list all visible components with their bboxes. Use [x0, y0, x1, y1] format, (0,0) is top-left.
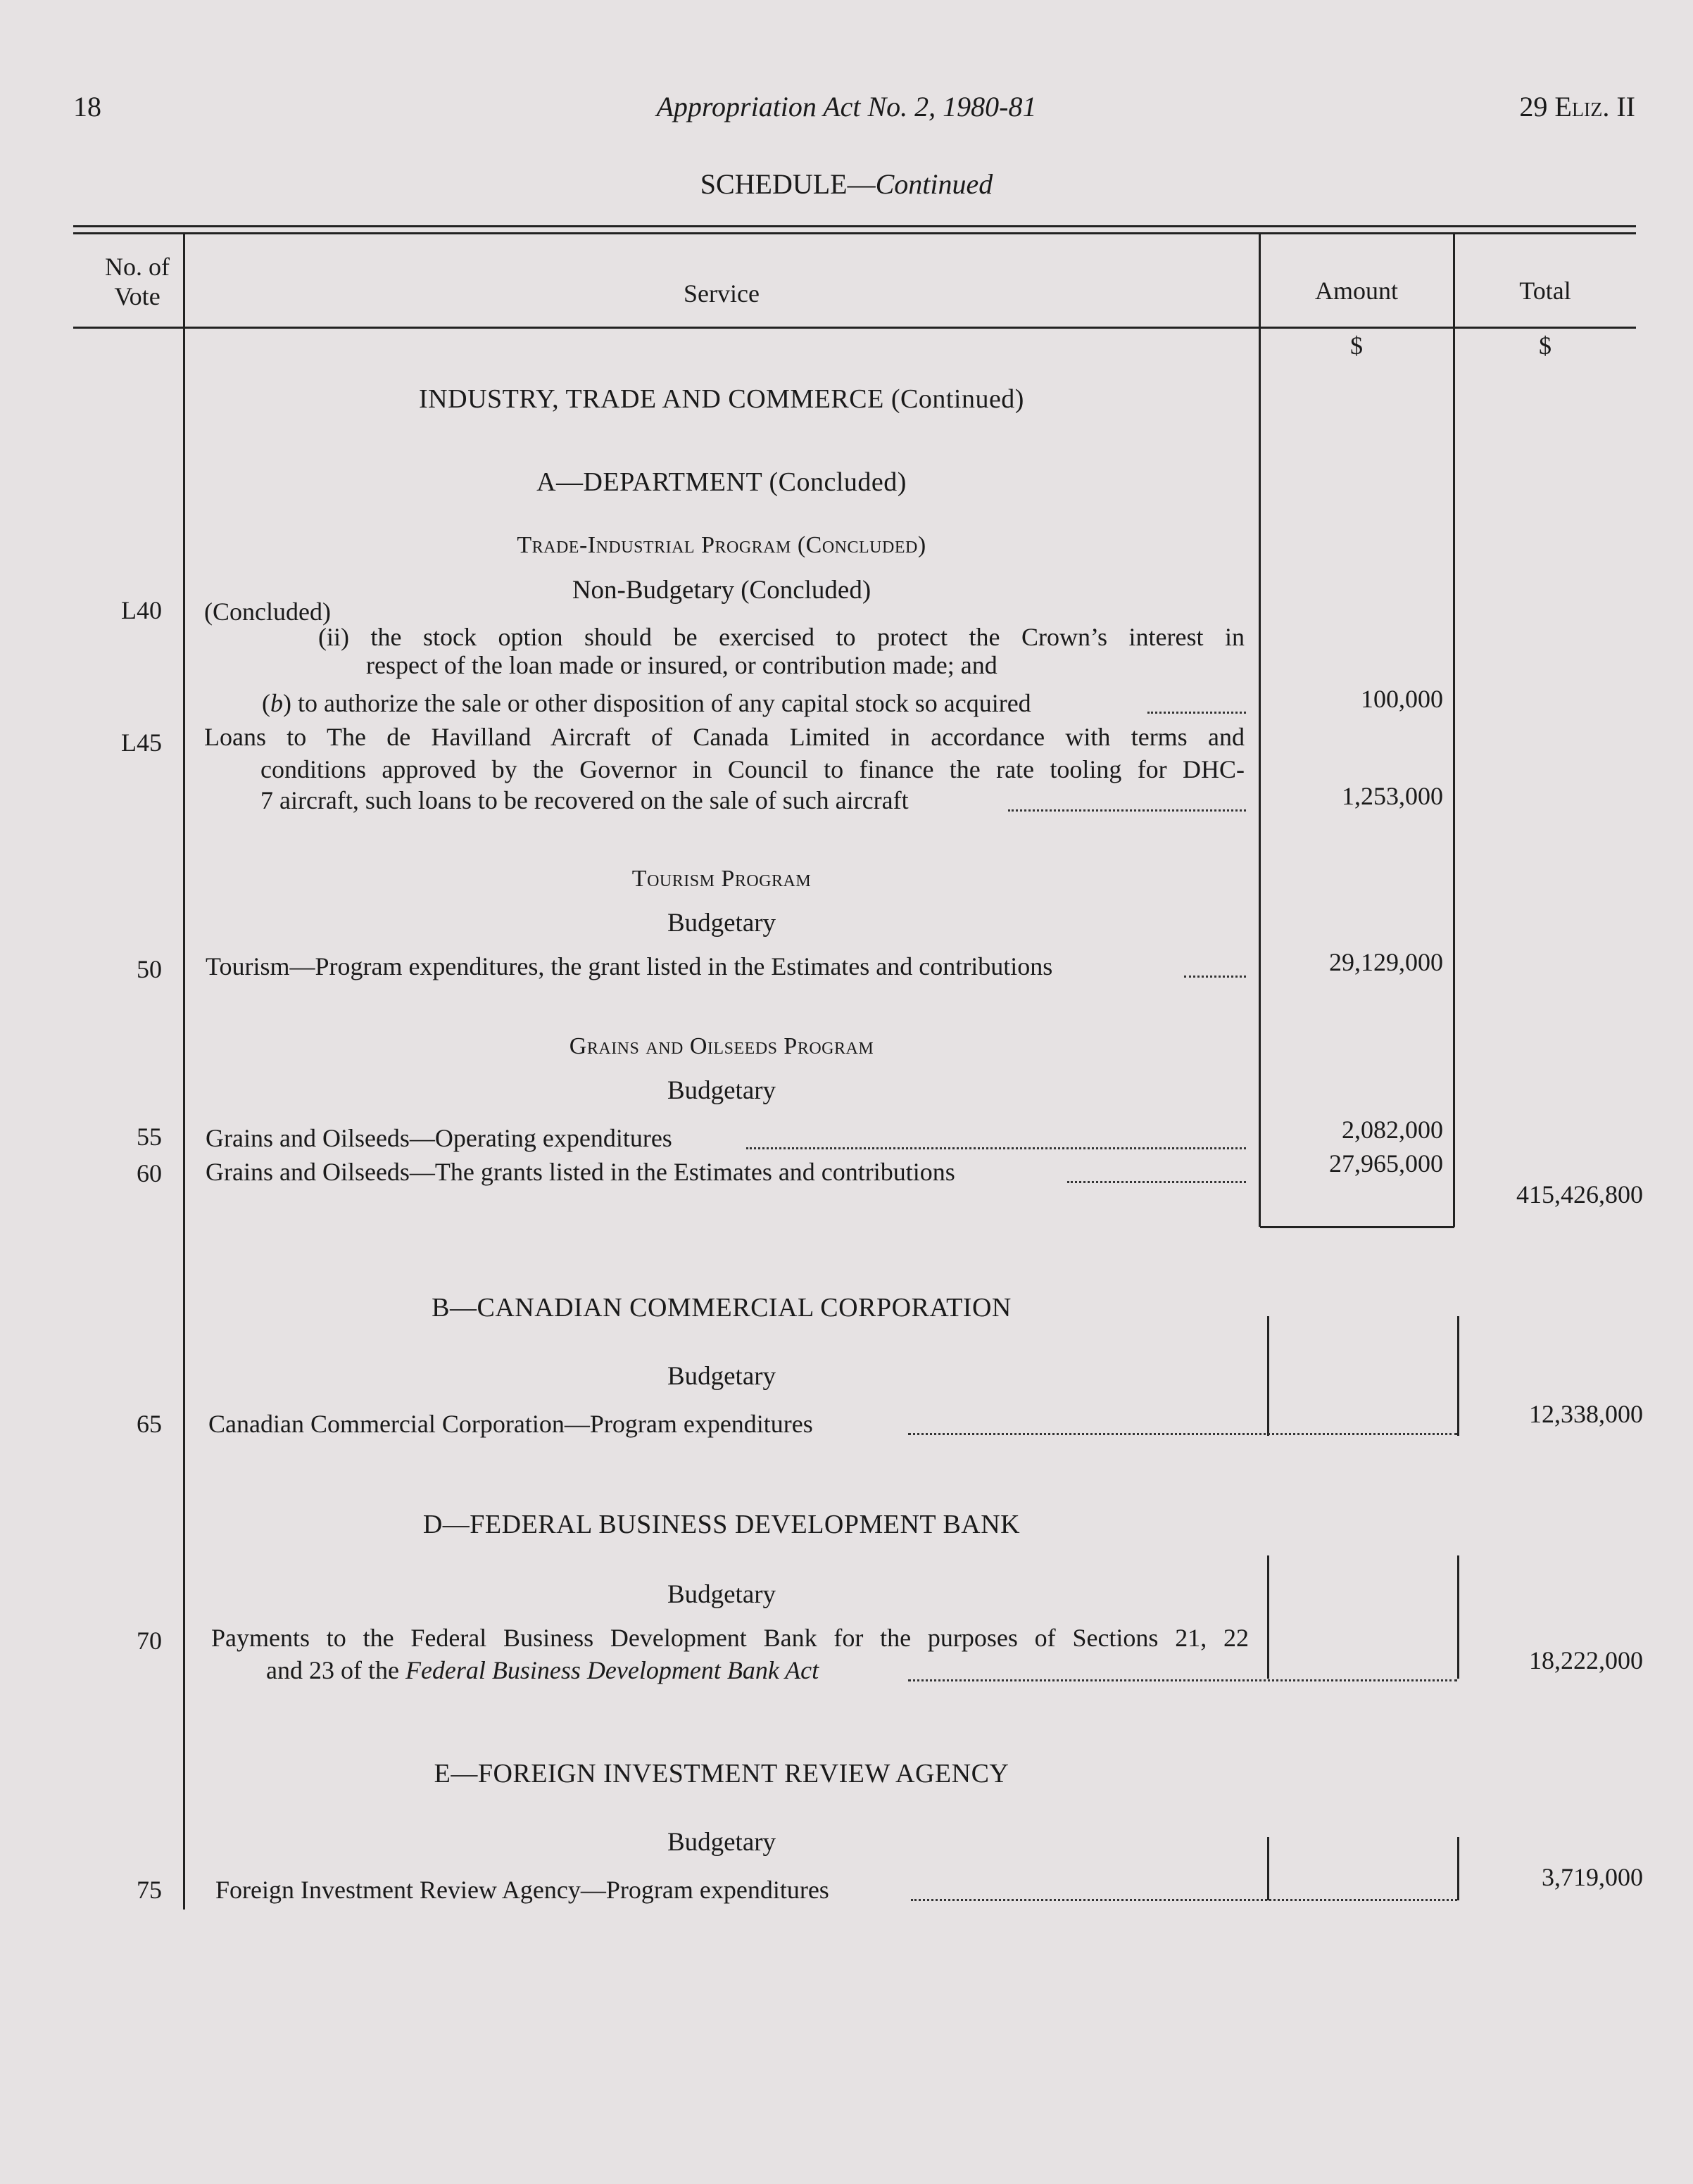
vote-number: 55: [137, 1123, 162, 1151]
item-total: 18,222,000: [1529, 1646, 1643, 1674]
item-text: Canadian Commercial Corporation—Program expenditures: [208, 1410, 813, 1438]
program-heading-grains: Grains and Oilseeds Program: [569, 1033, 874, 1059]
subheading-non-budgetary: Non-Budgetary (Concluded): [572, 576, 871, 605]
item-text: (Concluded): [204, 598, 331, 626]
item-text: 7 aircraft, such loans to be recovered on the sale of such aircraft: [260, 786, 909, 814]
section-heading-ccc: B—CANADIAN COMMERCIAL CORPORATION: [432, 1293, 1012, 1323]
ccc-amount-divider-left: [1267, 1316, 1269, 1436]
vote-number: 75: [137, 1876, 162, 1904]
item-total: 3,719,000: [1542, 1863, 1643, 1891]
section-heading-department: A—DEPARTMENT (Concluded): [536, 467, 907, 497]
subheading-budgetary: Budgetary: [667, 1828, 776, 1857]
subheading-budgetary: Budgetary: [667, 1362, 776, 1391]
top-rule-2: [73, 232, 1636, 234]
dot-leader: [908, 1679, 1457, 1681]
item-text: conditions approved by the Governor in Council to finance the rate tooling for DHC-: [260, 755, 1245, 783]
item-amount: 2,082,000: [1342, 1116, 1443, 1144]
program-heading-tourism: Tourism Program: [631, 866, 812, 892]
dot-leader: [1147, 712, 1246, 714]
item-text: and 23 of the Federal Business Development Bank Act: [266, 1656, 819, 1684]
vote-number: 60: [137, 1159, 162, 1187]
dot-leader: [908, 1433, 1457, 1435]
vote-number: L40: [121, 596, 162, 624]
vote-number: 65: [137, 1410, 162, 1438]
item-text: respect of the loan made or insured, or contribution made; and: [366, 651, 997, 679]
vote-number: L45: [121, 728, 162, 757]
amount-column-left-divider: [1259, 234, 1261, 1227]
item-amount: 1,253,000: [1342, 782, 1443, 810]
section-total: 415,426,800: [1516, 1180, 1643, 1208]
subheading-budgetary: Budgetary: [667, 909, 776, 938]
dot-leader: [1008, 809, 1246, 812]
item-text: Foreign Investment Review Agency—Program expenditures: [215, 1876, 829, 1904]
column-header-total: Total: [1519, 277, 1571, 305]
dot-leader: [746, 1147, 1246, 1149]
vote-number: 70: [137, 1627, 162, 1655]
item-amount: 27,965,000: [1329, 1149, 1443, 1178]
amount-total-rule: [1260, 1226, 1454, 1228]
column-header-vote: No. of Vote: [105, 253, 170, 310]
dot-leader: [911, 1899, 1457, 1901]
column-header-amount: Amount: [1314, 277, 1398, 305]
item-text: Loans to The de Havilland Aircraft of Canada Limited in accordance with terms and: [204, 723, 1245, 751]
item-text: (ii) the stock option should be exercised to protect the Crown’s interest in: [318, 623, 1245, 651]
column-header-service: Service: [684, 279, 760, 308]
item-total: 12,338,000: [1529, 1400, 1643, 1428]
header-rule: [73, 327, 1636, 329]
dot-leader: [1184, 976, 1246, 978]
item-text: (b) to authorize the sale or other disposition of any capital stock so acquired: [262, 689, 1031, 717]
item-text: Payments to the Federal Business Development Bank for the purposes of Sections 21, 22: [211, 1624, 1249, 1652]
total-unit: $: [1539, 332, 1552, 360]
amount-unit: $: [1350, 332, 1363, 360]
dot-leader: [1067, 1181, 1246, 1183]
top-rule-1: [73, 225, 1636, 227]
fira-amount-divider-left: [1267, 1837, 1269, 1900]
item-text: Tourism—Program expenditures, the grant listed in the Estimates and contributions: [206, 952, 1053, 980]
item-text: Grains and Oilseeds—The grants listed in the Estimates and contributions: [206, 1158, 955, 1186]
section-heading-fbdb: D—FEDERAL BUSINESS DEVELOPMENT BANK: [422, 1510, 1021, 1539]
item-text: Grains and Oilseeds—Operating expenditures: [206, 1124, 672, 1152]
regnal-year: 29 Eliz. II: [1519, 91, 1635, 122]
vote-number: 50: [137, 955, 162, 983]
schedule-title: SCHEDULE—Continued: [700, 168, 993, 200]
item-amount: 29,129,000: [1329, 948, 1443, 976]
act-title: Appropriation Act No. 2, 1980-81: [656, 91, 1037, 122]
item-amount: 100,000: [1361, 685, 1443, 713]
amount-column-right-divider: [1453, 234, 1455, 1227]
page-number: 18: [73, 91, 101, 122]
subheading-budgetary: Budgetary: [667, 1076, 776, 1105]
subheading-budgetary: Budgetary: [667, 1580, 776, 1609]
section-heading-fira: E—FOREIGN INVESTMENT REVIEW AGENCY: [434, 1759, 1009, 1788]
fbdb-amount-divider-left: [1267, 1555, 1269, 1679]
program-heading-trade: Trade-Industrial Program (Concluded): [517, 532, 926, 558]
section-heading-industry: INDUSTRY, TRADE AND COMMERCE (Continued): [419, 384, 1024, 414]
